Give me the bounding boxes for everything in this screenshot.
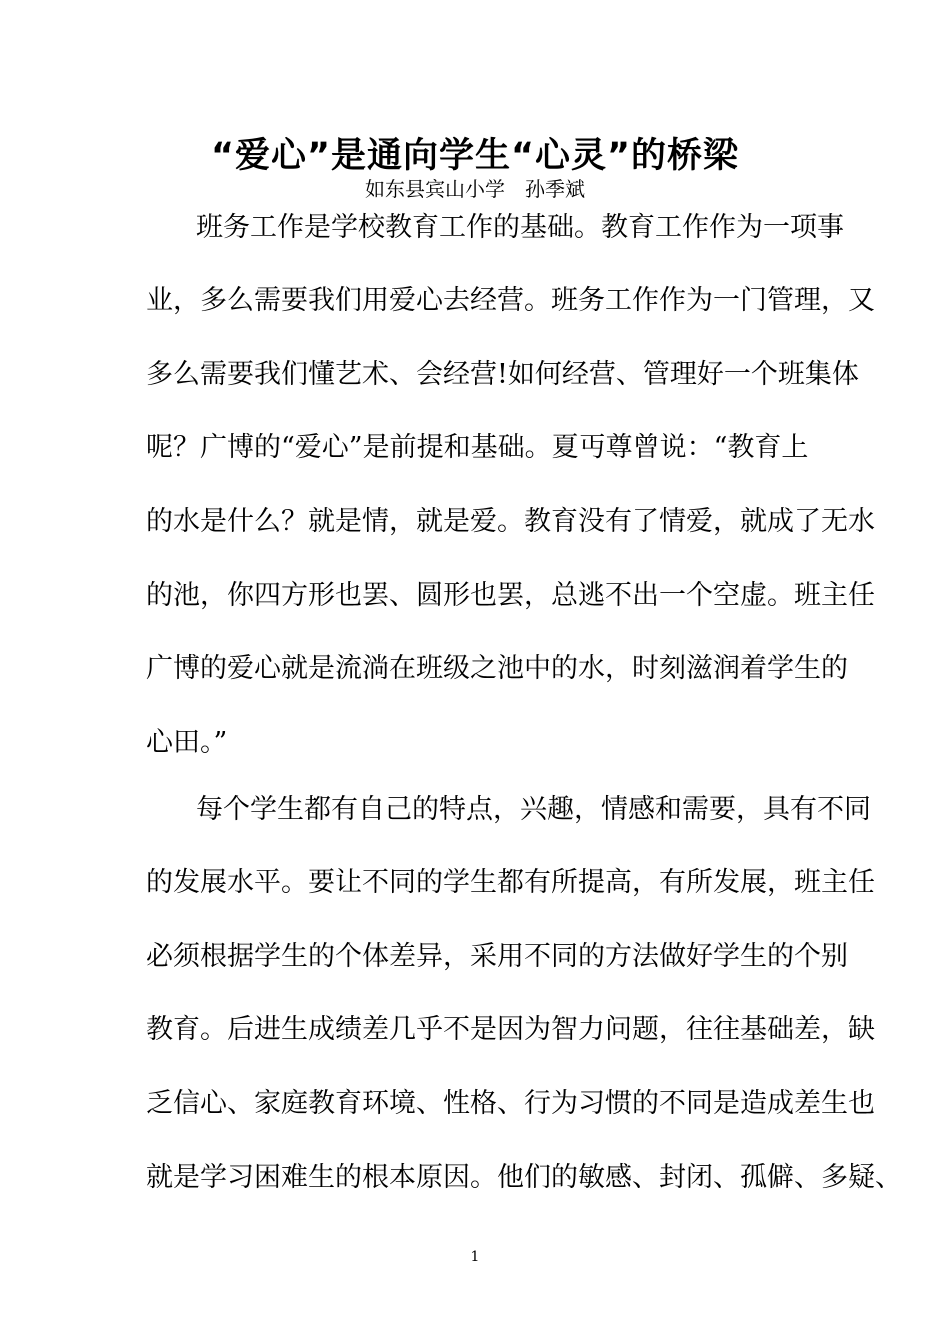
document-title: “爱心”是通向学生“心灵”的桥梁 xyxy=(210,136,739,176)
paragraph-line: 呢？广博的“爱心”是前提和基础。夏丏尊曾说：“教育上 xyxy=(146,432,809,463)
paragraph-line: 每个学生都有自己的特点，兴趣，情感和需要，具有不同 xyxy=(196,794,871,825)
paragraph-line: 广博的爱心就是流淌在班级之池中的水，时刻滋润着学生的 xyxy=(146,653,848,684)
page-number: 1 xyxy=(470,1249,480,1265)
paragraph-line: 的池，你四方形也罢、圆形也罢，总逃不出一个空虚。班主任 xyxy=(146,580,875,611)
paragraph-line: 的水是什么？就是情，就是爱。教育没有了情爱，就成了无水 xyxy=(146,506,875,537)
paragraph-line: 教育。后进生成绩差几乎不是因为智力问题，往往基础差，缺 xyxy=(146,1014,875,1045)
paragraph-line: 班务工作是学校教育工作的基础。教育工作作为一项事 xyxy=(196,212,844,243)
author-line: 如东县宾山小学 孙季斌 xyxy=(365,177,585,201)
paragraph-line: 业，多么需要我们用爱心去经营。班务工作作为一门管理，又 xyxy=(146,285,875,316)
paragraph-line: 多么需要我们懂艺术、会经营!如何经营、管理好一个班集体 xyxy=(146,359,859,390)
paragraph-line: 就是学习困难生的根本原因。他们的敏感、封闭、孤僻、多疑、 xyxy=(146,1162,902,1193)
paragraph-line: 必须根据学生的个体差异，采用不同的方法做好学生的个别 xyxy=(146,941,848,972)
paragraph-line: 的发展水平。要让不同的学生都有所提高，有所发展，班主任 xyxy=(146,867,875,898)
paragraph-line: 心田。” xyxy=(146,727,228,758)
paragraph-line: 乏信心、家庭教育环境、性格、行为习惯的不同是造成差生也 xyxy=(146,1088,875,1119)
